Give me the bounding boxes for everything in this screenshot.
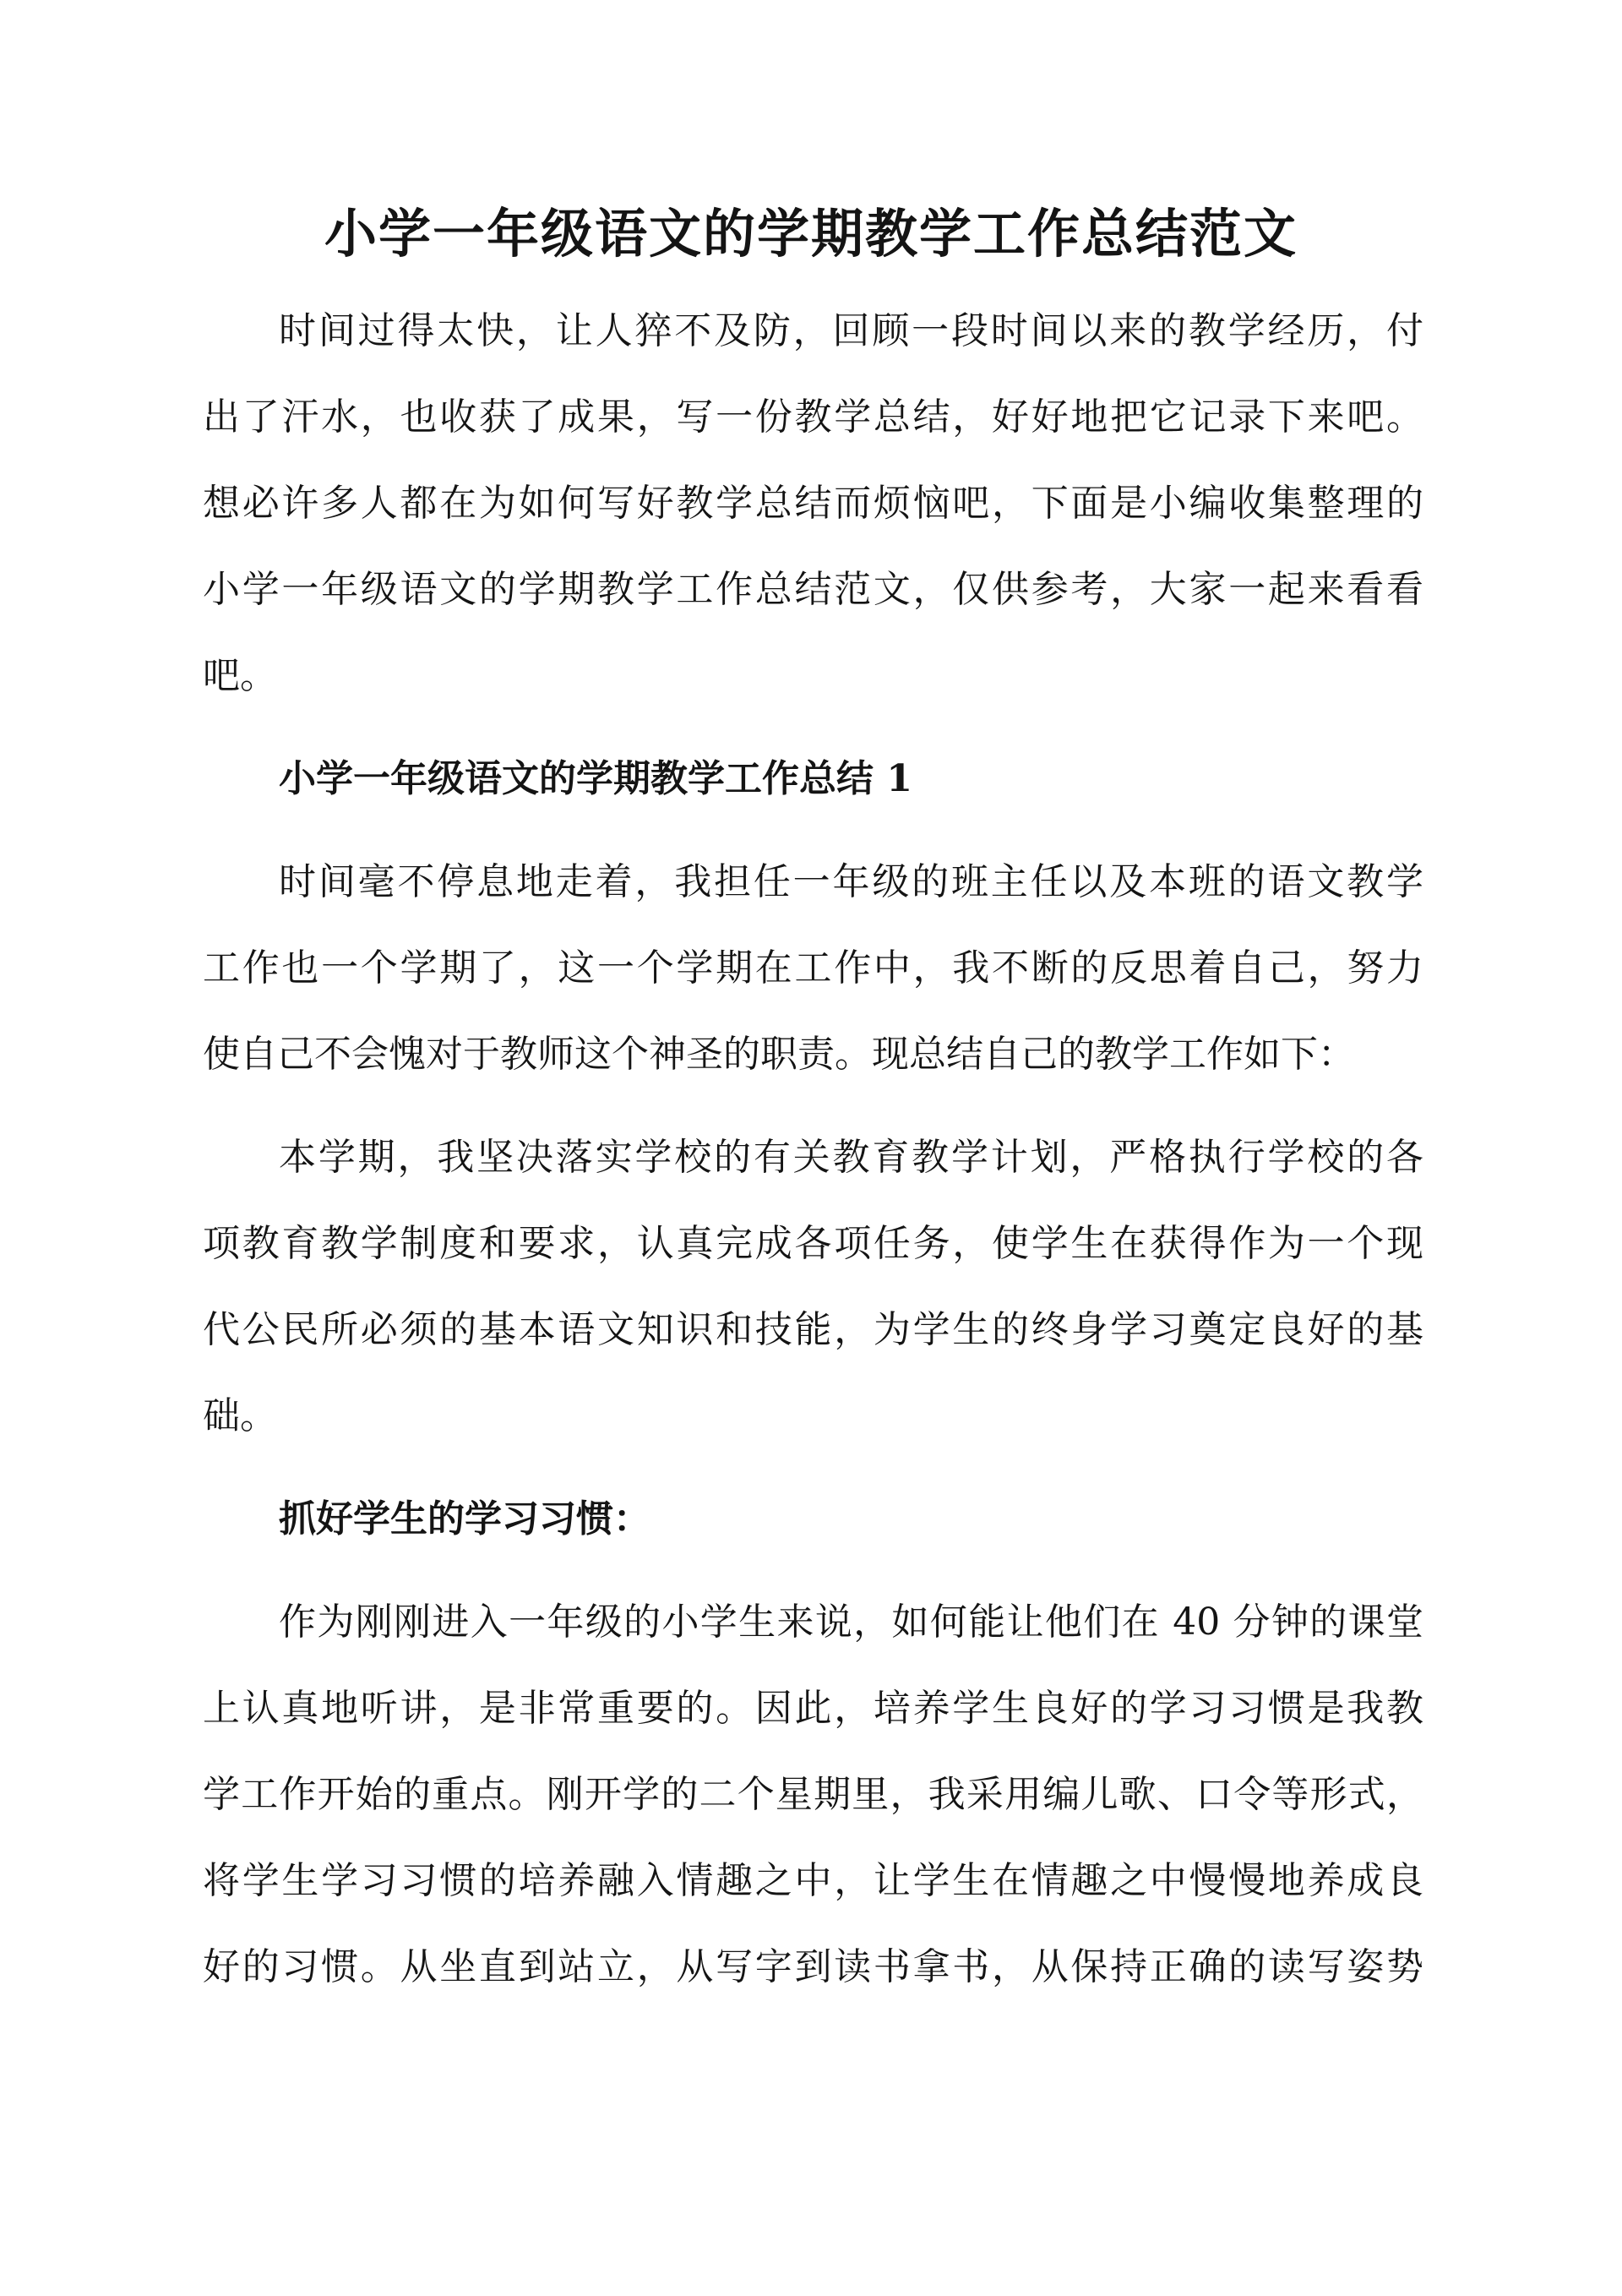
intro-line-4: 小学一年级语文的学期教学工作总结范文，仅供参考，大家一起来看看 xyxy=(203,568,1423,611)
intro-line-5: 吧。 xyxy=(203,654,277,697)
para3-line-1: 作为刚刚进入一年级的小学生来说，如何能让他们在 40 分钟的课堂 xyxy=(279,1601,1423,1644)
document-title: 小学一年级语文的学期教学工作总结范文 xyxy=(324,203,1298,265)
para1-line-3: 使自己不会愧对于教师这个神圣的职责。现总结自己的教学工作如下： xyxy=(203,1033,1355,1076)
para2-line-3: 代公民所必须的基本语文知识和技能，为学生的终身学习奠定良好的基 xyxy=(203,1308,1423,1351)
para3-line-3: 学工作开始的重点。刚开学的二个星期里，我采用编儿歌、口令等形式， xyxy=(203,1773,1423,1816)
intro-line-1: 时间过得太快，让人猝不及防，回顾一段时间以来的教学经历，付 xyxy=(279,309,1423,352)
para2-line-4: 础。 xyxy=(203,1394,277,1437)
para3-line-2: 上认真地听讲，是非常重要的。因此，培养学生良好的学习习惯是我教 xyxy=(203,1687,1423,1730)
para2-line-2: 项教育教学制度和要求，认真完成各项任务，使学生在获得作为一个现 xyxy=(203,1222,1423,1265)
intro-line-2: 出了汗水，也收获了成果，写一份教学总结，好好地把它记录下来吧。 xyxy=(203,395,1423,439)
para3-line-4: 将学生学习习惯的培养融入情趣之中，让学生在情趣之中慢慢地养成良 xyxy=(203,1859,1423,1902)
para2-line-1: 本学期，我坚决落实学校的有关教育教学计划，严格执行学校的各 xyxy=(279,1136,1423,1179)
section-heading-2: 抓好学生的学习习惯： xyxy=(279,1497,650,1541)
intro-line-3: 想必许多人都在为如何写好教学总结而烦恼吧，下面是小编收集整理的 xyxy=(203,482,1423,525)
para1-line-1: 时间毫不停息地走着，我担任一年级的班主任以及本班的语文教学 xyxy=(279,860,1423,903)
para1-line-2: 工作也一个学期了，这一个学期在工作中，我不断的反思着自己，努力 xyxy=(203,946,1423,990)
para3-line-5: 好的习惯。从坐直到站立，从写字到读书拿书，从保持正确的读写姿势 xyxy=(203,1945,1423,1988)
section-heading-1: 小学一年级语文的学期教学工作总结 1 xyxy=(279,757,912,800)
